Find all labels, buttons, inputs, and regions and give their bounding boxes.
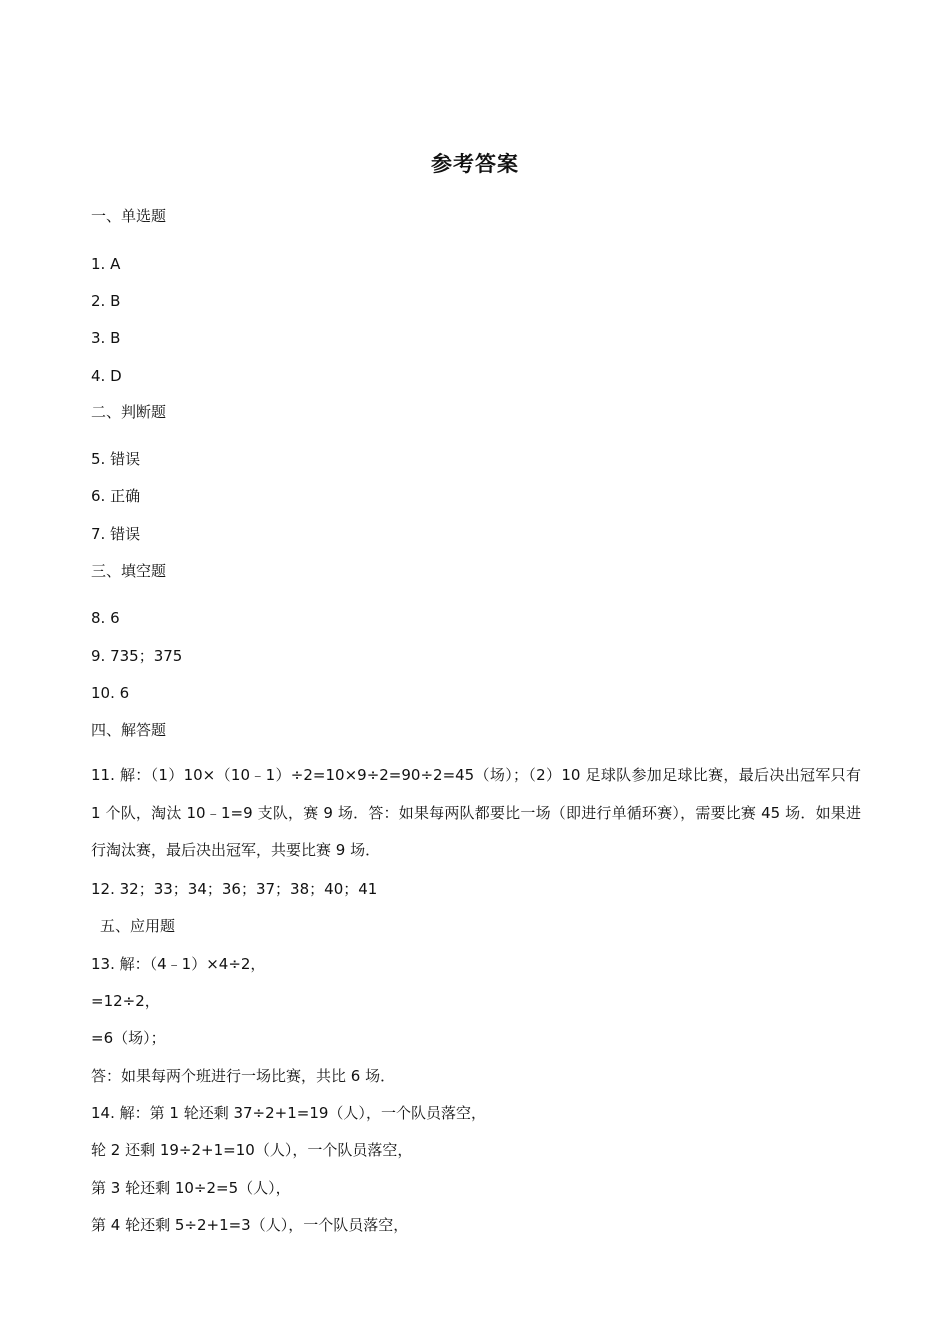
answer-13-line-3: =6（场）； — [91, 1029, 166, 1047]
section-heading-fill-blank: 三、填空题 — [91, 562, 167, 580]
answer-2: 2. B — [91, 292, 121, 310]
answer-12: 12. 32；33；34；36；37；38；40；41 — [91, 880, 378, 898]
answer-11: 11. 解：（1）10×（10﹣1）÷2=10×9÷2=90÷2=45（场）；（2）10 足球队参加足球比赛，最后决出冠军只有 1 个队，淘汰 10﹣1=9 支队，赛 9 场．答：如果每两队都要比一场（即进行单循环赛），需要比赛 45 场．如果进行淘汰赛，最后决出冠军，共要比赛 9 场． — [91, 766, 861, 859]
section-heading-solution: 四、解答题 — [91, 721, 167, 739]
answer-13-line-4: 答：如果每两个班进行一场比赛，共比 6 场． — [91, 1067, 396, 1085]
answer-9: 9. 735；375 — [91, 647, 183, 665]
answer-10: 10. 6 — [91, 684, 130, 702]
answer-8: 8. 6 — [91, 609, 120, 627]
answer-14-line-3: 第 3 轮还剩 10÷2=5（人）， — [91, 1179, 291, 1197]
section-heading-true-false: 二、判断题 — [91, 403, 167, 421]
answer-7: 7. 错误 — [91, 525, 141, 543]
answer-14-line-4: 第 4 轮还剩 5÷2+1=3（人），一个队员落空， — [91, 1216, 409, 1234]
answer-4: 4. D — [91, 367, 122, 385]
answer-3: 3. B — [91, 329, 121, 347]
page-title: 参考答案 — [431, 152, 519, 176]
answer-5: 5. 错误 — [91, 450, 141, 468]
answer-13-line-1: 13. 解：（4﹣1）×4÷2， — [91, 955, 266, 973]
answer-13-line-2: =12÷2， — [91, 992, 160, 1010]
answer-14-line-2: 轮 2 还剩 19÷2+1=10（人），一个队员落空， — [91, 1141, 413, 1159]
section-heading-application: 五、应用题 — [100, 917, 176, 935]
section-heading-single-choice: 一、单选题 — [91, 207, 167, 225]
answer-6: 6. 正确 — [91, 487, 141, 505]
answer-14-line-1: 14. 解：第 1 轮还剩 37÷2+1=19（人），一个队员落空， — [91, 1104, 486, 1122]
answer-1: 1. A — [91, 255, 121, 273]
